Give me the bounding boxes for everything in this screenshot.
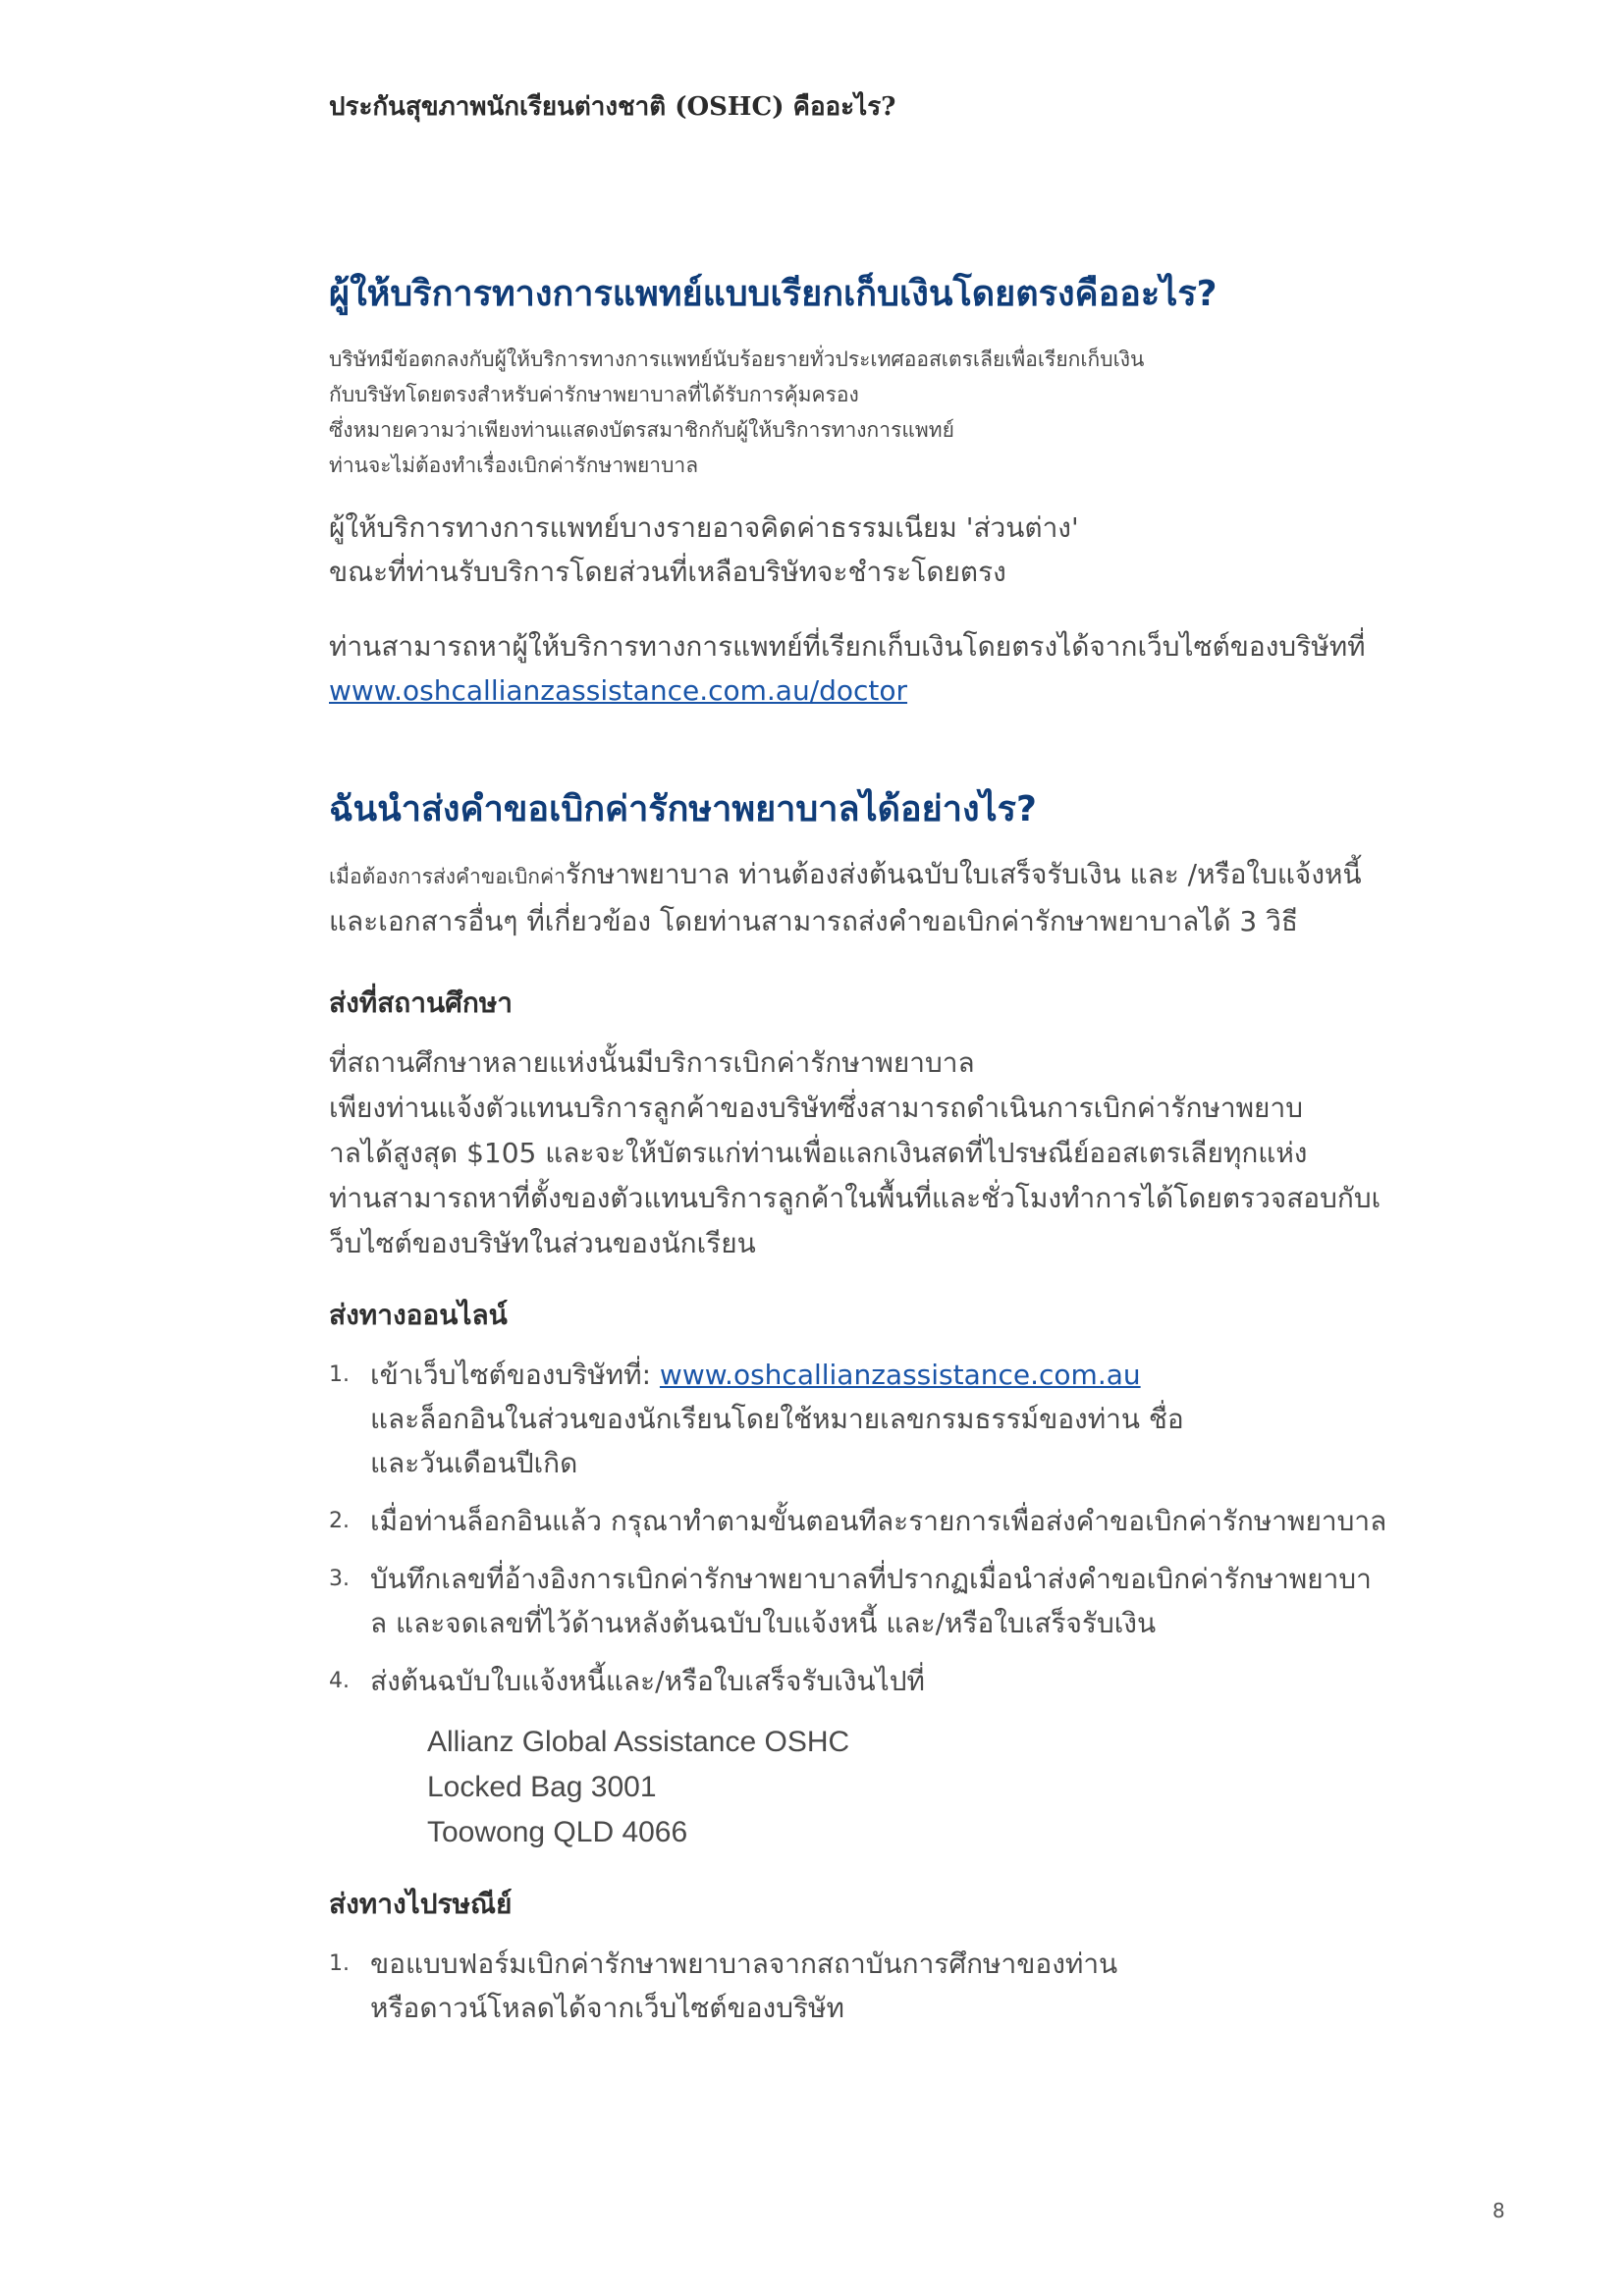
text-line: เพียงท่านแจ้งตัวแทนบริการลูกค้าของบริษัทซึ่งสามารถดำเนินการเบิกค่ารักษาพยาบ <box>329 1092 1303 1124</box>
text-fragment: เมื่อต้องการส่งคำขอเบิกค่า <box>329 865 566 888</box>
list-item <box>329 1942 1537 2030</box>
section-heading-direct-billing: ผู้ให้บริการทางการแพทย์แบบเรียกเก็บเงินโดยตรงคืออะไร? <box>329 274 1218 314</box>
text-line: หรือดาวน์โหลดได้จากเว็บไซต์ของบริษัท <box>370 1992 844 2024</box>
paragraph-claim-intro <box>329 852 1362 943</box>
subheading-submit-at-school: ส่งที่สถานศึกษา <box>329 987 514 1019</box>
online-steps-list <box>329 1353 1537 1703</box>
running-header: ประกันสุขภาพนักเรียนต่างชาติ (OSHC) คืออะไร? <box>329 92 896 122</box>
text-line: ท่านจะไม่ต้องทำเรื่องเบิกค่ารักษาพยาบาล <box>329 454 699 477</box>
list-number: 1. <box>329 1951 350 1976</box>
paragraph-gap-fee <box>329 506 1079 594</box>
text-line: และวันเดือนปีเกิด <box>370 1447 578 1479</box>
page-number: 8 <box>1492 2199 1505 2222</box>
text-line: ผู้ให้บริการทางการแพทย์บางรายอาจคิดค่าธรรมเนียม 'ส่วนต่าง' <box>329 511 1079 544</box>
text-line: เมื่อท่านล็อกอินแล้ว กรุณาทำตามขั้นตอนทีละรายการเพื่อส่งคำขอเบิกค่ารักษาพยาบาล <box>370 1505 1387 1537</box>
text-line: บันทึกเลขที่อ้างอิงการเบิกค่ารักษาพยาบาลที่ปรากฏเมื่อนำส่งคำขอเบิกค่ารักษาพยาบา <box>370 1563 1372 1595</box>
paragraph-submit-at-school <box>329 1041 1380 1266</box>
list-item <box>329 1499 1537 1543</box>
subheading-submit-online: ส่งทางออนไลน์ <box>329 1299 508 1331</box>
post-steps-list <box>329 1942 1537 2030</box>
section-heading-submit-claim: ฉันนำส่งคำขอเบิกค่ารักษาพยาบาลได้อย่างไร? <box>329 789 1037 829</box>
text-fragment: รักษาพยาบาล ท่านต้องส่งต้นฉบับใบเสร็จรับเงิน และ /หรือใบแจ้งหนี้ <box>565 858 1362 890</box>
address-line: Allianz Global Assistance OSHC <box>427 1726 850 1758</box>
list-number: 3. <box>329 1567 350 1591</box>
paragraph-find-provider <box>329 624 1366 713</box>
doctor-finder-link[interactable]: www.oshcallianzassistance.com.au/doctor <box>329 674 908 707</box>
list-number: 2. <box>329 1509 350 1533</box>
oshc-website-link[interactable]: www.oshcallianzassistance.com.au <box>659 1359 1141 1391</box>
list-item <box>329 1659 1537 1703</box>
paragraph-direct-billing-intro <box>329 342 1144 483</box>
text-line: ขณะที่ท่านรับบริการโดยส่วนที่เหลือบริษัทจะชำระโดยตรง <box>329 556 1006 588</box>
address-line: Locked Bag 3001 <box>427 1771 657 1803</box>
text-line: กับบริษัทโดยตรงสำหรับค่ารักษาพยาบาลที่ได้รับการคุ้มครอง <box>329 383 859 406</box>
list-item <box>329 1557 1537 1645</box>
text-fragment: เข้าเว็บไซต์ของบริษัทที่: <box>370 1359 660 1391</box>
address-line: Toowong QLD 4066 <box>427 1816 688 1848</box>
text-line: าลได้สูงสุด $105 และจะให้บัตรแก่ท่านเพื่อแลกเงินสดที่ไปรษณีย์ออสเตรเลียทุกแห่ง <box>329 1137 1308 1169</box>
text-line: ล และจดเลขที่ไว้ด้านหลังต้นฉบับใบแจ้งหนี้ และ/หรือใบเสร็จรับเงิน <box>370 1607 1157 1639</box>
text-line: บริษัทมีข้อตกลงกับผู้ให้บริการทางการแพทย์นับร้อยรายทั่วประเทศออสเตรเลียเพื่อเรียกเก็บเงิน <box>329 347 1145 371</box>
text-line: ท่านสามารถหาผู้ให้บริการทางการแพทย์ที่เรียกเก็บเงินโดยตรงได้จากเว็บไซต์ของบริษัทที่ <box>329 630 1366 663</box>
text-line: และเอกสารอื่นๆ ที่เกี่ยวข้อง โดยท่านสามารถส่งคำขอเบิกค่ารักษาพยาบาลได้ 3 วิธี <box>329 905 1298 937</box>
mailing-address <box>427 1720 849 1855</box>
text-line: ท่านสามารถหาที่ตั้งของตัวแทนบริการลูกค้าในพื้นที่และชั่วโมงทำการได้โดยตรวจสอบกับเ <box>329 1182 1381 1214</box>
text-line: ที่สถานศึกษาหลายแห่งนั้นมีบริการเบิกค่ารักษาพยาบาล <box>329 1046 975 1079</box>
list-number: 4. <box>329 1669 350 1693</box>
text-line: ว็บไซต์ของบริษัทในส่วนของนักเรียน <box>329 1227 756 1259</box>
text-line: ส่งต้นฉบับใบแจ้งหนี้และ/หรือใบเสร็จรับเงินไปที่ <box>370 1665 925 1697</box>
subheading-submit-by-post: ส่งทางไปรษณีย์ <box>329 1888 513 1920</box>
text-line: ขอแบบฟอร์มเบิกค่ารักษาพยาบาลจากสถาบันการศึกษาของท่าน <box>370 1948 1118 1980</box>
text-line: ซึ่งหมายความว่าเพียงท่านแสดงบัตรสมาชิกกับผู้ให้บริการทางการแพทย์ <box>329 418 954 442</box>
text-line: และล็อกอินในส่วนของนักเรียนโดยใช้หมายเลขกรมธรรม์ของท่าน ชื่อ <box>370 1403 1184 1435</box>
list-number: 1. <box>329 1362 350 1387</box>
list-item <box>329 1353 1537 1485</box>
